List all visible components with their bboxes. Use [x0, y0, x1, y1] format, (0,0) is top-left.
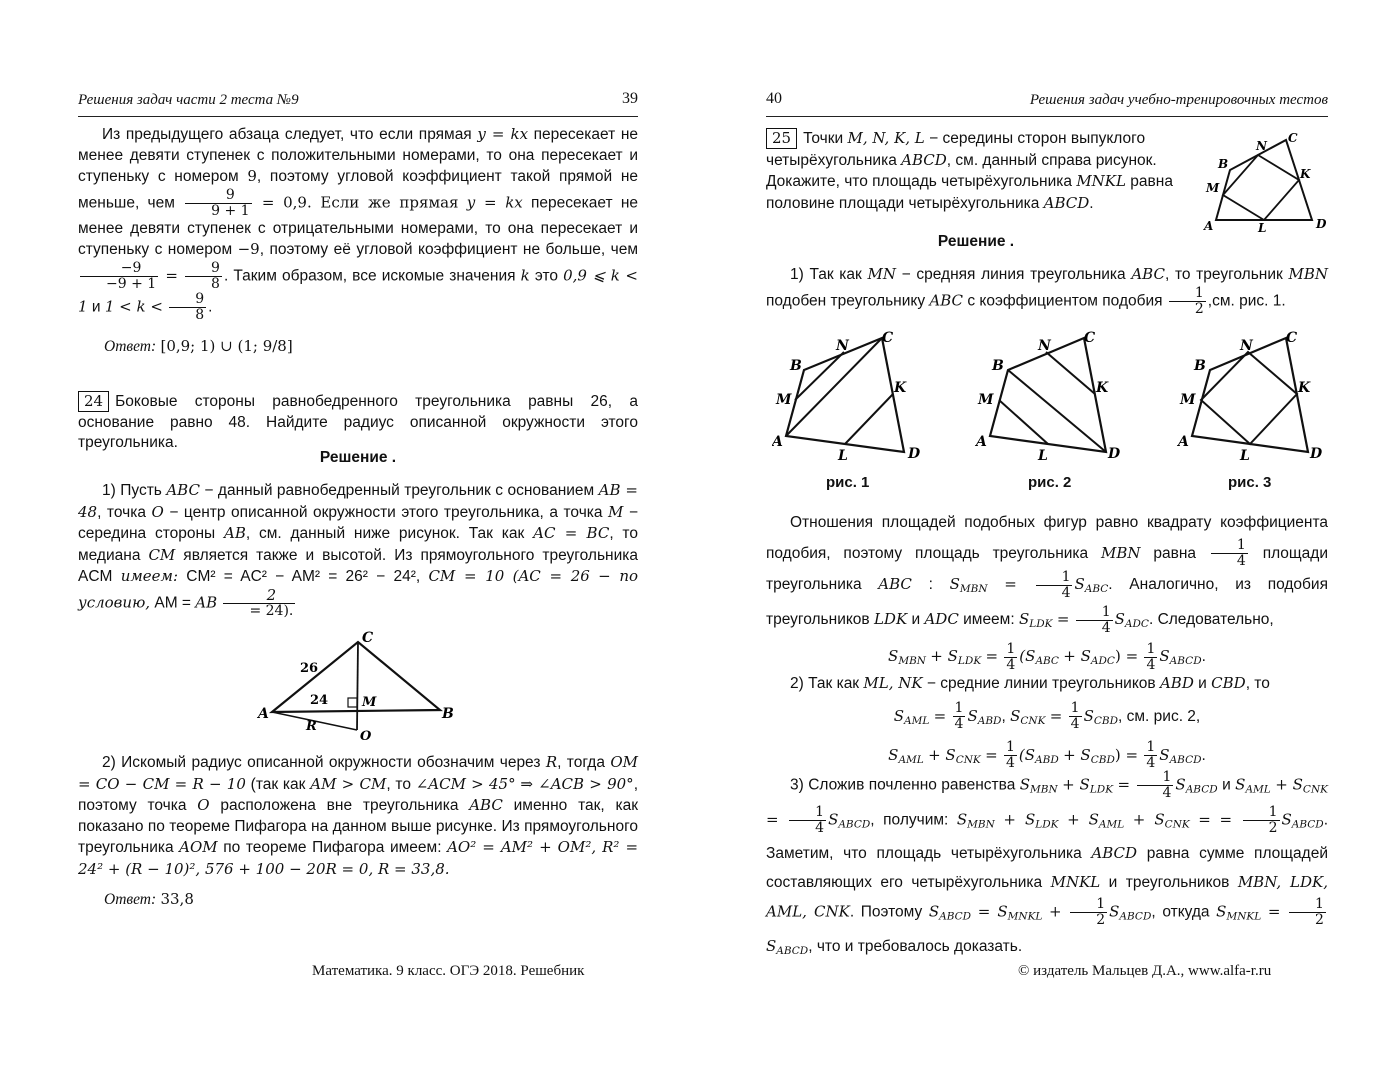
- fraction-9-over-10: $\frac{9}{9 + 1}$: [185, 188, 251, 219]
- label-r: R: [306, 719, 317, 734]
- svg-text:B: B: [790, 358, 802, 374]
- solution-25-step-1: 1) Так как MN − средняя линия треугольника ABC, то треугольник MBN подобен треугольнику ABC с коэффициентом подобия $\frac{1}{2}$ ,см. рис. 1.: [766, 265, 1328, 317]
- label-26: 26: [300, 661, 319, 676]
- label-m: M: [362, 695, 377, 710]
- svg-text:L: L: [838, 448, 848, 464]
- svg-text:D: D: [908, 446, 921, 462]
- median-cm: [357, 642, 358, 730]
- label-o: O: [360, 729, 372, 744]
- svg-text:L: L: [1258, 221, 1267, 235]
- solution-step-2: 2) Искомый радиус описанной окружности обозначим через R, тогда OM = CO − CM = R − 10 (так как AM > CM, то ∠ACM > 45° ⇒ ∠ACB > 90°, поэтому точка O расположена вне треугольника ABC именно так, как показано по теореме Пифагора на данном выше рисунке. Из прямоугольного треугольника AOM по теореме Пифагора имеем: AO² = AM² + OM², R² = 24² + (R − 10)², 576 + 100 − 20R = 0, R = 33,8.: [78, 753, 639, 878]
- svg-text:D: D: [1108, 446, 1121, 462]
- triangle-figure: [250, 626, 470, 746]
- svg-text:L: L: [1038, 448, 1048, 464]
- equation-1: $S_{MBN} + S_{LDK}$ = $\frac{1}{4}$ $(S_{ABC} + S_{ADC})$ = $\frac{1}{4}$ $S_{ABCD}$.: [888, 640, 1206, 673]
- solution-25-area-ratio: Отношения площадей подобных фигур равно квадрату коэффициента подобия, поэтому площадь треугольника MBN равна $\frac{1}{4}$ площади треугольника ABC : $S_{MBN}$ = $\frac{1}{4}$ $S_{ABC}$. Аналогично, из подобия треугольников LDK и ADC имеем: $S_{LDK}$ = $\frac{1}{4}$ $S_{ADC}$. Следовательно, $S_{MBN} + S_{LDK}$ = $\frac{1}{4}$ $(S_{ABC} + S_{ADC})$ = $\frac{1}{4}$ $S_{ABCD}$.: [766, 508, 1328, 678]
- svg-text:D: D: [1316, 217, 1327, 231]
- svg-text:N: N: [836, 338, 849, 354]
- svg-text:K: K: [1096, 380, 1109, 396]
- right-page-number: 40: [766, 90, 782, 107]
- left-header-title: Решения задач части 2 теста №9: [78, 92, 299, 108]
- left-page-number: 39: [622, 90, 638, 107]
- svg-text:A: A: [772, 434, 783, 450]
- svg-text:M: M: [1180, 392, 1196, 408]
- svg-text:L: L: [1240, 448, 1250, 464]
- svg-text:A: A: [976, 434, 987, 450]
- figures-row: [772, 326, 1332, 470]
- left-footer: Математика. 9 класс. ОГЭ 2018. Решебник: [312, 963, 585, 979]
- caption-fig-1: рис. 1: [826, 474, 870, 491]
- svg-text:K: K: [894, 380, 907, 396]
- paragraph-step-slopes: Из предыдущего абзаца следует, что если прямая y = kx пересекает не менее девяти ступенек с положительными номерами, то она пересекает и ступеньку с номером 9, поэтому угловой коэффициент такой прямой не меньше, чем $\frac{9}{9 + 1}$ = 0,9. Если же прямая y = kx пересекает не менее девяти ступенек с отрицательными номерами, то она пересекает и ступеньку с номером −9, поэтому её угловой коэффициент не больше, чем $\frac{-9}{-9 + 1}$ = $\frac{9}{8}$ . Таким образом, все искомые значения k это 0,9 ⩽ k < 1 и 1 < k < $\frac{9}{8}$ .: [78, 125, 639, 323]
- svg-text:K: K: [1298, 380, 1311, 396]
- label-24: 24: [310, 693, 329, 708]
- equation-3: $S_{AML} + S_{CNK}$ = $\frac{1}{4}$ $(S_{ABD} + S_{CBD})$ = $\frac{1}{4}$ $S_{ABCD}$.: [888, 739, 1206, 772]
- quad-figure-small: [1200, 126, 1335, 236]
- svg-text:M: M: [978, 392, 994, 408]
- svg-text:C: C: [1288, 131, 1298, 145]
- figure-1: [772, 330, 921, 464]
- svg-text:C: C: [882, 330, 894, 346]
- label-c: C: [362, 630, 374, 646]
- caption-fig-3: рис. 3: [1228, 474, 1272, 491]
- svg-text:M: M: [776, 392, 792, 408]
- svg-text:N: N: [1038, 338, 1051, 354]
- fraction-9-over-8: $\frac{9}{8}$: [185, 261, 222, 292]
- svg-text:A: A: [1204, 219, 1214, 233]
- task-number-box-25: 25: [766, 128, 797, 149]
- answer-1: Ответ: [0,9; 1) ∪ (1; 9/8]: [104, 337, 293, 355]
- right-header-title: Решения задач учебно-тренировочных тестов: [1029, 92, 1328, 108]
- fraction-neg9-over-neg8: $\frac{-9}{-9 + 1}$: [80, 261, 158, 292]
- svg-text:C: C: [1084, 330, 1096, 346]
- solution-25-step-3: 3) Сложив почленно равенства $S_{MBN} + S_{LDK}$ = $\frac{1}{4}$ $S_{ABCD}$ и $S_{AML} + S_{CNK}$ = $\frac{1}{4}$ $S_{ABCD}$, получим: $S_{MBN} + S_{LDK} + S_{AML} + S_{CNK}$ = = $\frac{1}{2}$ $S_{ABCD}$. Заметим, что площадь четырёхугольника ABCD равна сумме площадей составляющих его четырёхугольника MNKL и треугольников MBN, LDK, AML, CNK. Поэтому $S_{ABCD} = S_{MNKL}$ + $\frac{1}{2}$ $S_{ABCD}$, откуда $S_{MNKL}$ = $\frac{1}{2}$ $S_{ABCD}$, что и требовалось доказать.: [766, 769, 1329, 957]
- equation-2: $S_{AML}$ = $\frac{1}{4}$ $S_{ABD}$, $S_{CNK}$ = $\frac{1}{4}$ $S_{CBD}$, см. рис. 2,: [893, 700, 1201, 733]
- svg-text:B: B: [1194, 358, 1206, 374]
- right-footer: © издатель Мальцев Д.А., www.alfa-r.ru: [1018, 963, 1272, 979]
- svg-text:B: B: [992, 358, 1004, 374]
- triangle-abc: [272, 642, 440, 712]
- svg-text:A: A: [1178, 434, 1189, 450]
- solution-heading-24: Решение .: [319, 449, 397, 466]
- svg-text:M: M: [1206, 181, 1220, 195]
- figure-2: [974, 330, 1121, 464]
- solution-step-1: 1) Пусть ABC − данный равнобедренный треугольник с основанием AB = 48, точка O − центр описанной окружности этого треугольника, а точка M − середина стороны AB, см. данный ниже рисунок. Так как AC = BC, то медиана CM является также и высотой. Из прямоугольного треугольника ACM имеем: CM² = AC² − AM² = 26² − 24², CM = 10 (AC = 26 − по условию, AM = AB $\frac{2}{= 24).}$: [78, 481, 639, 619]
- svg-text:N: N: [1240, 338, 1253, 354]
- caption-fig-2: рис. 2: [1028, 474, 1072, 491]
- answer-2: Ответ: 33,8: [104, 890, 194, 908]
- task-24-statement: 24 Боковые стороны равнобедренного треугольника равны 26, а основание равно 48. Найдите радиус описанной окружности этого треугольника.: [78, 392, 638, 451]
- task-number-box: 24: [78, 391, 109, 412]
- solution-25-step-2: 2) Так как ML, NK − средние линии треугольников ABD и CBD, то $S_{AML}$ = $\frac{1}{4}$ $S_{ABD}$, $S_{CNK}$ = $\frac{1}{4}$ $S_{CBD}$, см. рис. 2, $S_{AML} + S_{CNK}$ = $\frac{1}{4}$ $(S_{ABD} + S_{CBD})$ = $\frac{1}{4}$ $S_{ABCD}$.: [766, 668, 1328, 777]
- svg-text:B: B: [1218, 157, 1229, 171]
- right-header: [766, 90, 1328, 117]
- label-a: A: [258, 706, 269, 722]
- right-angle-mark: [348, 698, 357, 707]
- task-25-statement: 25 Точки M, N, K, L − середины сторон выпуклого четырёхугольника ABCD, см. данный справа рисунок. Докажите, что площадь четырёхугольника MNKL равна половине площади четырёхугольника ABCD.: [766, 129, 1173, 212]
- figure-3: [1176, 330, 1323, 464]
- left-header: [78, 90, 638, 117]
- svg-text:D: D: [1310, 446, 1323, 462]
- svg-text:K: K: [1300, 167, 1311, 181]
- right-page: [700, 0, 1398, 1080]
- label-b: B: [442, 706, 454, 722]
- svg-text:N: N: [1256, 139, 1267, 153]
- svg-text:C: C: [1286, 330, 1298, 346]
- solution-heading-25: Решение .: [937, 233, 1015, 250]
